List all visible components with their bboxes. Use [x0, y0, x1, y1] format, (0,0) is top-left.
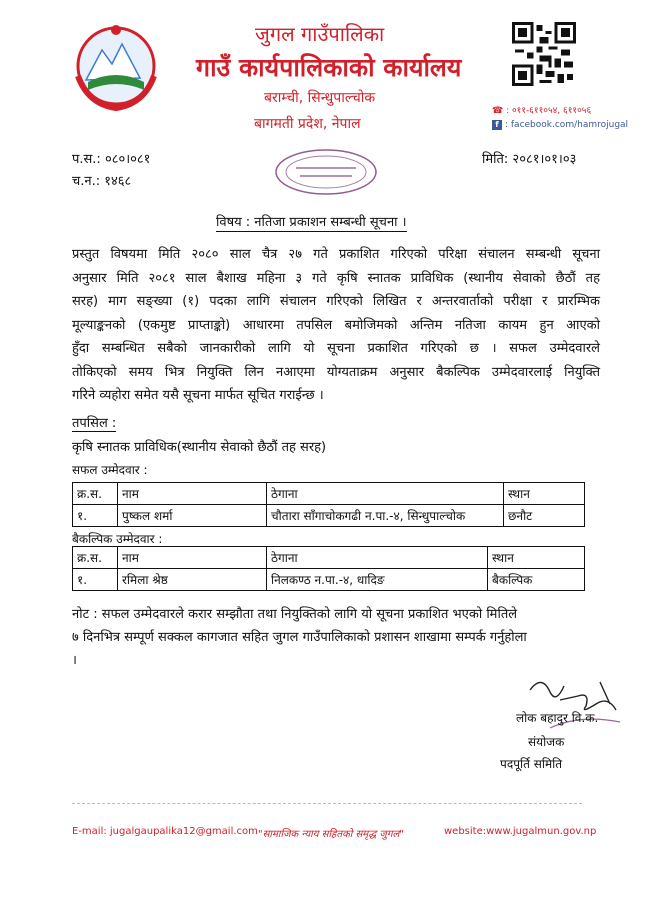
note-line: । — [72, 653, 77, 668]
office-stamp-icon — [270, 148, 382, 196]
successful-candidates-table — [72, 482, 585, 527]
issue-date: मिति: २०८१।०१।०३ — [482, 152, 577, 167]
footer-email[interactable]: E-mail: jugalgaupalika12@gmail.com — [72, 826, 258, 837]
table-row — [73, 505, 585, 527]
cell-serial: १. — [73, 569, 118, 591]
municipality-name: जुगल गाउँपालिका — [255, 22, 385, 46]
notice-body — [72, 243, 600, 408]
body-line: अनुसार मिति २०८१ साल बैशाख महिना ३ गते कृषि स्नातक प्राविधिक (स्थानीय सेवाको छैठौं तह — [72, 270, 600, 286]
cell-address: निलकण्ठ न.पा.-४, धादिङ — [267, 569, 488, 591]
nepal-emblem-icon — [68, 20, 164, 116]
signatory-name: लोक बहादुर वि.क. — [516, 711, 599, 725]
letter-number: प.स.: ०८०।०८१ — [72, 152, 151, 167]
qr-code-icon — [512, 22, 576, 86]
col-status: स्थान — [504, 483, 585, 505]
body-line: मूल्याङ्कनको (एकमुष्ट प्राप्ताङ्को) आधारमा तपसिल बमोजिमको अन्तिम नतिजा कायम हुन आएको — [72, 317, 600, 333]
cell-status: बैकल्पिक — [488, 569, 585, 591]
successful-candidates-label: सफल उम्मेदवार : — [72, 463, 148, 477]
body-line: हुँदा सम्बन्धित सबैको जानकारीको लागि यो सूचना प्रकाशित गरिएको छ । सफल उम्मेदवारले — [72, 341, 600, 356]
table-row — [73, 569, 585, 591]
note-line: ७ दिनभित्र सम्पूर्ण सक्कल कागजात सहित जुगल गाउँपालिकाको प्रशासन शाखामा सम्पर्क गर्नुहोला — [72, 630, 527, 645]
post-title: कृषि स्नातक प्राविधिक(स्थानीय सेवाको छैठौं तह सरह) — [72, 440, 327, 455]
signature-icon — [520, 670, 640, 740]
cell-name: रमिला श्रेष्ठ — [118, 569, 267, 591]
province-name: बागमती प्रदेश, नेपाल — [254, 116, 361, 132]
col-name: नाम — [118, 483, 267, 505]
cell-name: पुष्कल शर्मा — [118, 505, 267, 527]
col-serial: क्र.स. — [73, 547, 118, 569]
table-header-row — [73, 483, 585, 505]
cell-serial: १. — [73, 505, 118, 527]
alternate-candidates-label: बैकल्पिक उम्मेदवार : — [72, 532, 163, 546]
alternate-candidates-table — [72, 546, 585, 591]
note-line: नोट : सफल उम्मेदवारले करार सम्झौता तथा नियुक्तिको लागि यो सूचना प्रकाशित भएको मितिले — [72, 607, 518, 622]
reference-block — [72, 149, 150, 193]
footer-slogan: "सामाजिक न्याय सहितको समृद्ध जुगल" — [258, 829, 404, 840]
dispatch-number: च.न.: १४६८ — [72, 174, 132, 189]
phone-number: ☎ : ०११-६११०५४, ६११०५६ — [492, 106, 592, 116]
facebook-icon: f — [492, 120, 502, 130]
col-name: नाम — [118, 547, 267, 569]
table-header-row — [73, 547, 585, 569]
facebook-link[interactable] — [492, 120, 628, 130]
col-address: ठेगाना — [267, 547, 488, 569]
details-heading: तपसिल : — [72, 413, 116, 432]
col-status: स्थान — [488, 547, 585, 569]
note-block — [72, 603, 592, 672]
body-line: सरह) माग सङ्ख्या (१) पदका लागि संचालन गरिएको लिखित र अन्तरवार्ताको परीक्षा र प्रारम्भिक — [72, 294, 600, 309]
col-serial: क्र.स. — [73, 483, 118, 505]
office-address: बराम्ची, सिन्धुपाल्चोक — [264, 90, 376, 106]
signatory-committee: पदपूर्ति समिति — [500, 757, 563, 771]
office-name: गाउँ कार्यपालिकाको कार्यालय — [196, 53, 462, 82]
cell-address: चौतारा साँगाचोकगढी न.पा.-४, सिन्धुपाल्चोक — [267, 505, 504, 527]
cell-status: छनौट — [504, 505, 585, 527]
footer-website[interactable]: website:www.jugalmun.gov.np — [444, 826, 597, 837]
body-line: तोकिएको समय भित्र नियुक्ति लिन नआएमा योग्यताक्रम अनुसार बैकल्पिक उम्मेदवारलाई नियुक्ति — [72, 364, 600, 380]
body-line: प्रस्तुत विषयमा मिति २०८० साल चैत्र २७ गते प्रकाशित गरिएको परिक्षा संचालन सम्बन्धी सूचना — [72, 247, 600, 262]
facebook-url: : facebook.com/hamrojugal — [505, 120, 629, 130]
notice-subject: विषय : नतिजा प्रकाशन सम्बन्धी सूचना । — [216, 212, 407, 232]
col-address: ठेगाना — [267, 483, 504, 505]
footer-divider — [72, 803, 582, 804]
body-line: गरिने व्यहोरा समेत यसै सूचना मार्फत सूचित गराईन्छ । — [72, 388, 324, 403]
signatory-position: संयोजक — [528, 735, 565, 749]
